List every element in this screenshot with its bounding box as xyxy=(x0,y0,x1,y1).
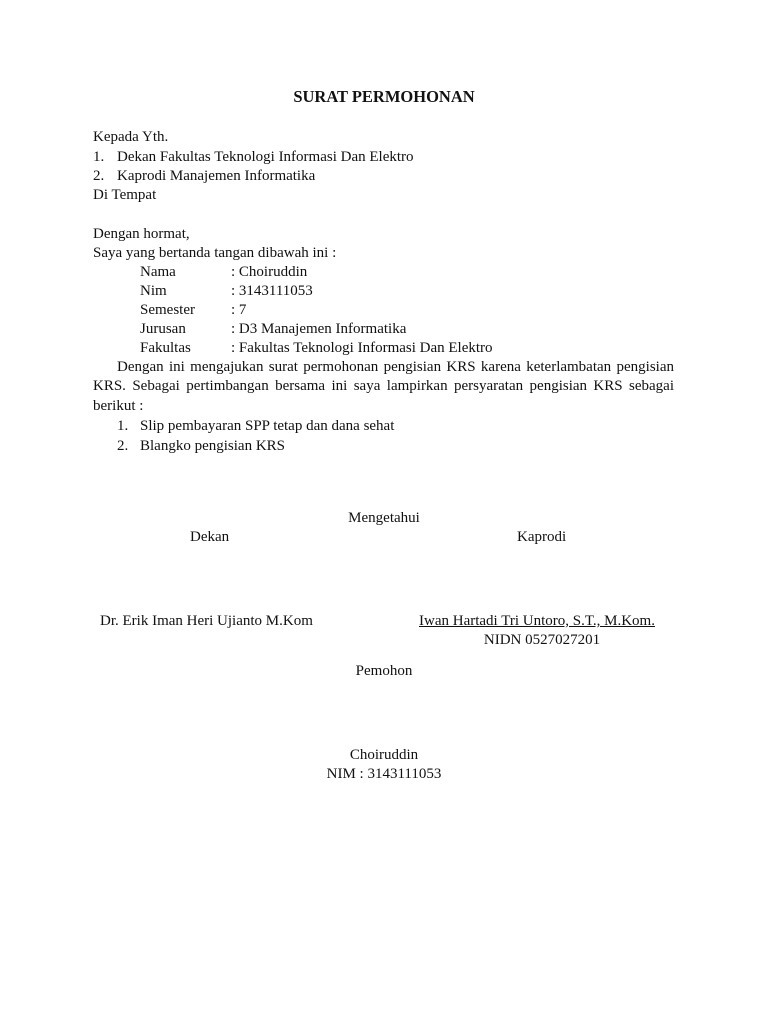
attachment-number: 1. xyxy=(117,418,129,434)
recipient-place: Di Tempat xyxy=(93,187,157,203)
acknowledged-label: Mengetahui xyxy=(348,510,420,526)
salutation: Dengan hormat, xyxy=(93,226,190,242)
applicant-role: Pemohon xyxy=(355,663,413,679)
recipient-item-number: 2. xyxy=(93,168,105,184)
head-name: Iwan Hartadi Tri Untoro, S.T., M.Kom. xyxy=(419,613,655,629)
identity-value: : 7 xyxy=(231,302,247,318)
identity-value: : Choiruddin xyxy=(231,264,308,280)
attachment-text: Slip pembayaran SPP tetap dan dana sehat xyxy=(140,418,395,434)
recipient-item-text: Kaprodi Manajemen Informatika xyxy=(117,168,316,184)
recipient-greeting: Kepada Yth. xyxy=(93,129,169,145)
recipient-item-text: Dekan Fakultas Teknologi Informasi Dan Elektro xyxy=(117,149,414,165)
recipient-item-number: 1. xyxy=(93,149,105,165)
applicant-nim: NIM : 3143111053 xyxy=(326,766,442,782)
identity-label: Fakultas xyxy=(140,340,191,356)
applicant-name: Choiruddin xyxy=(349,747,419,763)
identity-label: Jurusan xyxy=(140,321,186,337)
dean-role: Dekan xyxy=(190,529,230,545)
letter-title: SURAT PERMOHONAN xyxy=(293,87,475,106)
head-nidn: NIDN 0527027201 xyxy=(483,632,601,648)
identity-value: : Fakultas Teknologi Informasi Dan Elektro xyxy=(231,340,493,356)
attachment-number: 2. xyxy=(117,438,129,454)
identity-label: Nim xyxy=(140,283,167,299)
intro-line: Saya yang bertanda tangan dibawah ini : xyxy=(93,245,337,261)
body-paragraph: Dengan ini mengajukan surat permohonan pengisian KRS karena keterlambatan pengisian KRS. Sebagai pertimbangan bersama ini saya lampirkan persyaratan pengisian KRS sebagai berikut : xyxy=(93,359,674,414)
identity-label: Nama xyxy=(140,264,176,280)
dean-name: Dr. Erik Iman Heri Ujianto M.Kom xyxy=(100,613,313,629)
attachment-text: Blangko pengisian KRS xyxy=(140,438,285,454)
identity-label: Semester xyxy=(140,302,195,318)
head-role: Kaprodi xyxy=(517,529,567,545)
identity-value: : D3 Manajemen Informatika xyxy=(231,321,407,337)
identity-value: : 3143111053 xyxy=(231,283,313,299)
